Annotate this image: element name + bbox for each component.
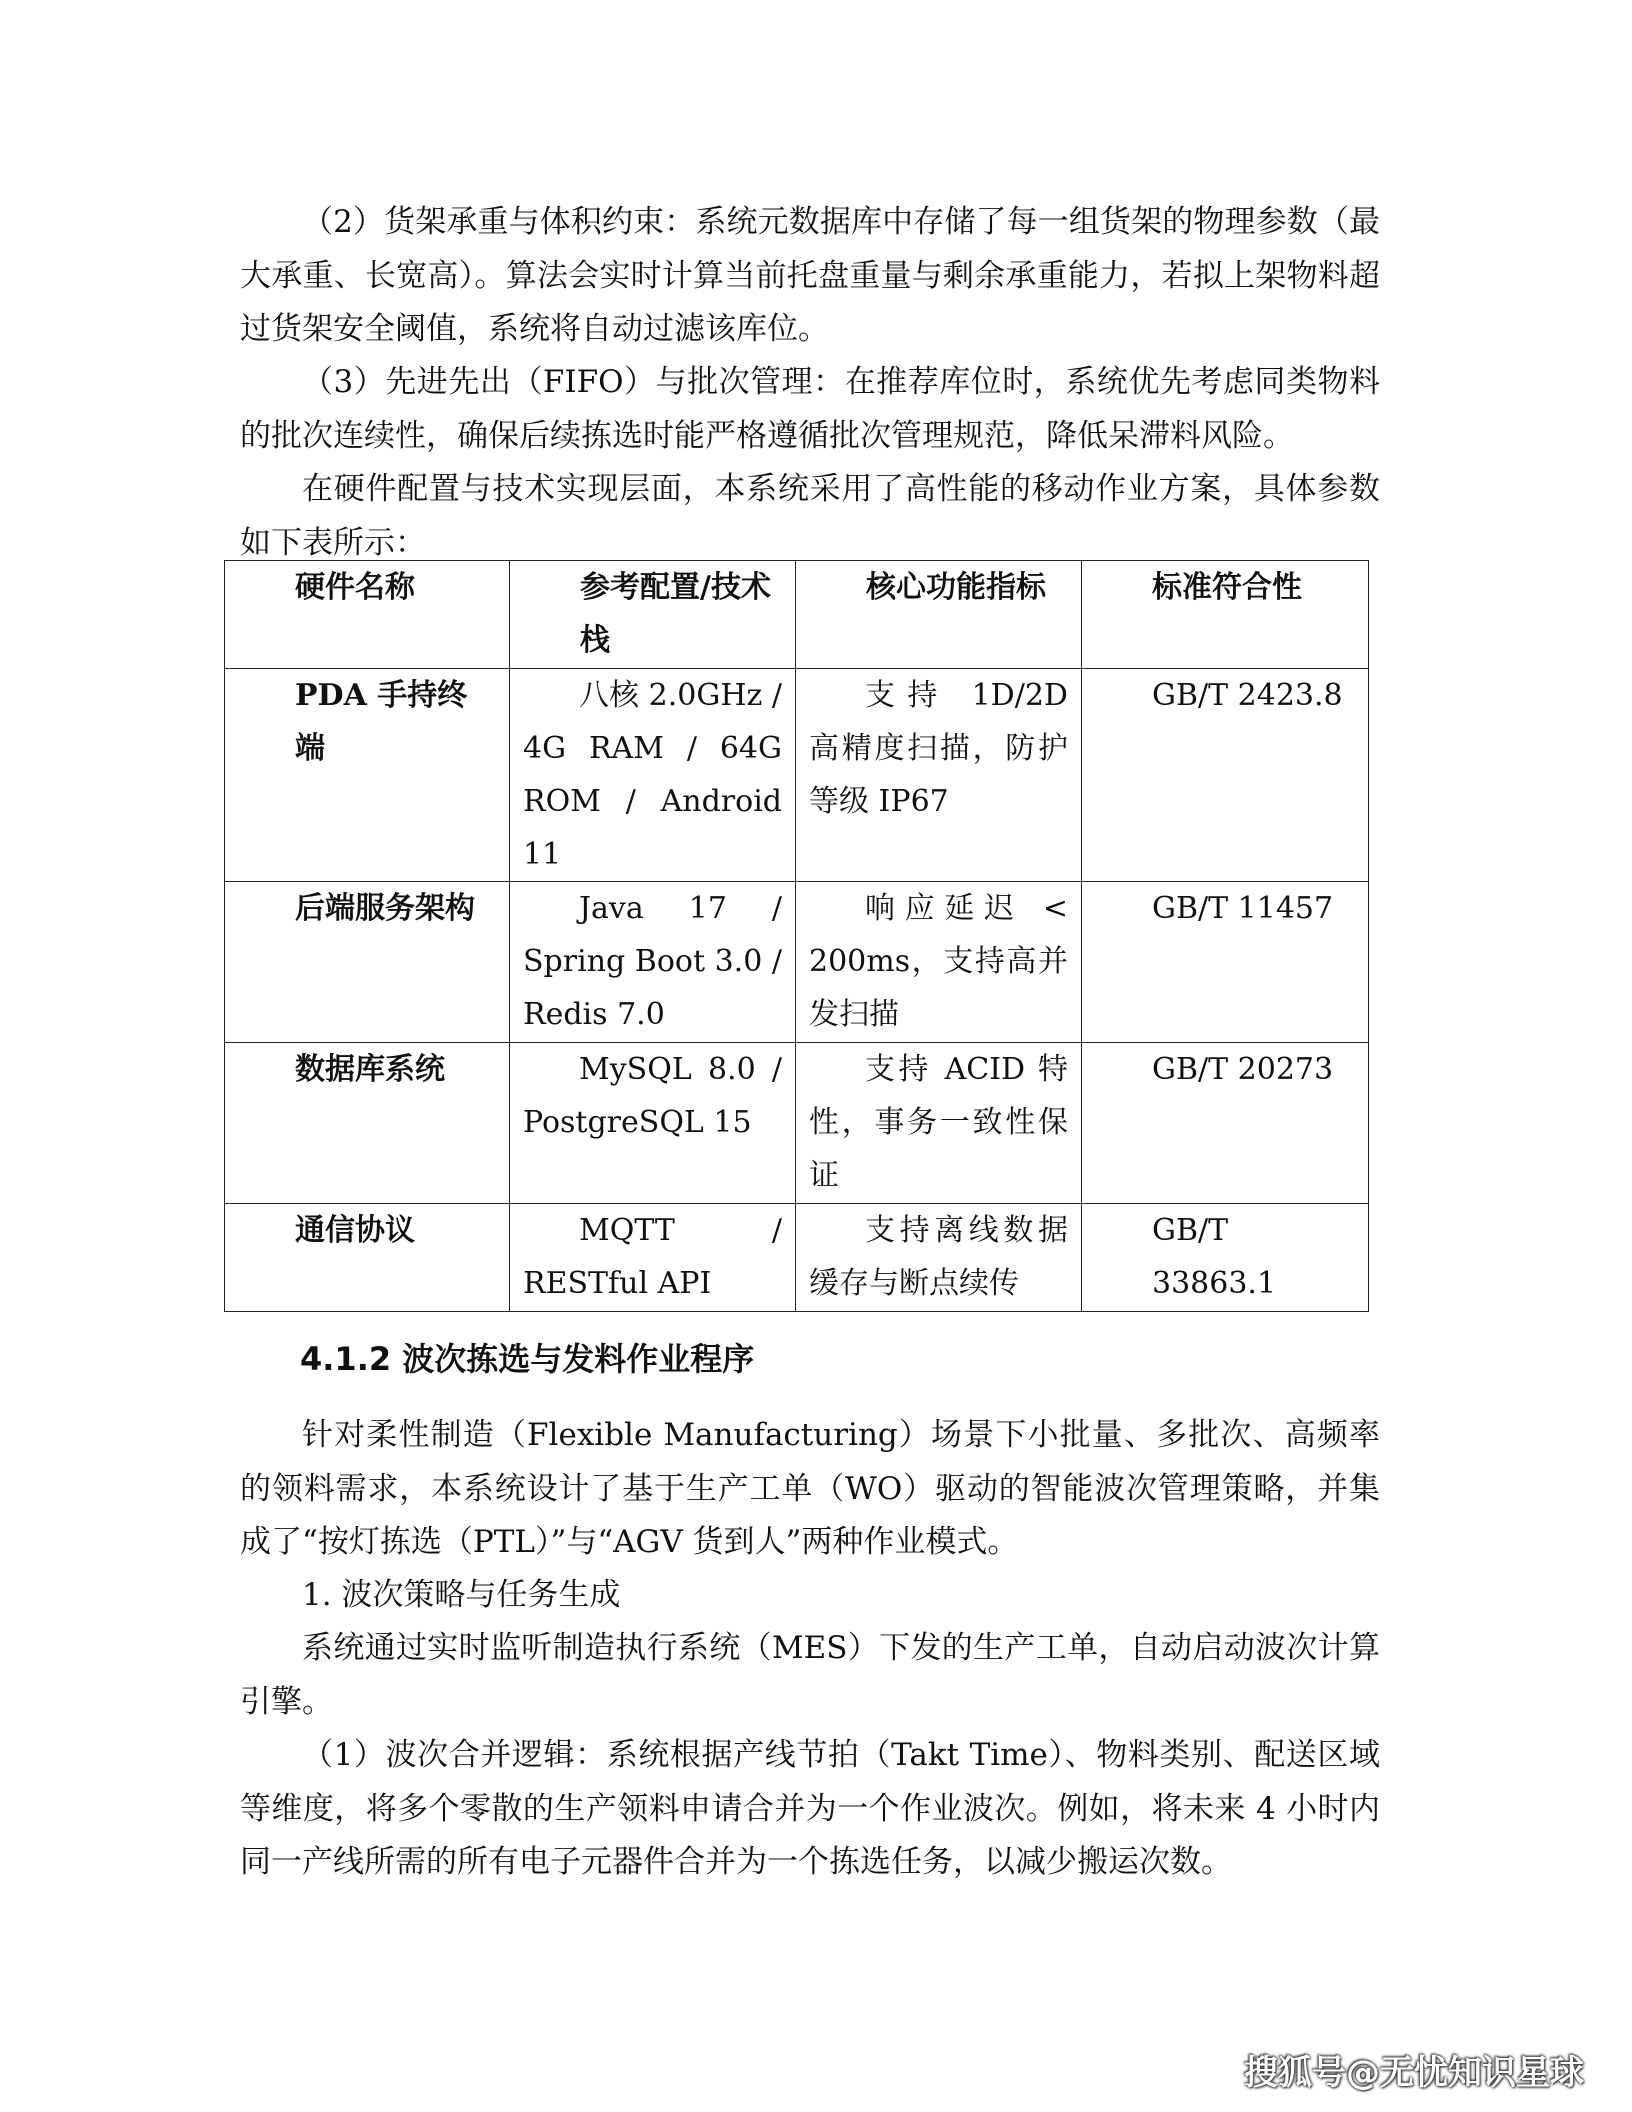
cell-name: 后端服务架构 bbox=[225, 882, 510, 1043]
cell-config: Java 17 / Spring Boot 3.0 / Redis 7.0 bbox=[510, 882, 796, 1043]
cell-metric: 支持离线数据缓存与断点续传 bbox=[796, 1204, 1082, 1312]
cell-name: PDA 手持终端 bbox=[225, 669, 510, 882]
cell-standard: GB/T 33863.1 bbox=[1082, 1204, 1369, 1312]
paragraph-mes-monitoring: 系统通过实时监听制造执行系统（MES）下发的生产工单，自动启动波次计算引擎。 bbox=[240, 1630, 1380, 1720]
table-row bbox=[225, 882, 1369, 1043]
cell-standard: GB/T 11457 bbox=[1082, 882, 1369, 1043]
cell-metric: 支持 1D/2D 高精度扫描，防护等级 IP67 bbox=[796, 669, 1082, 882]
header-metric: 核心功能指标 bbox=[796, 561, 1082, 669]
cell-name: 通信协议 bbox=[225, 1204, 510, 1312]
cell-config: MySQL 8.0 / PostgreSQL 15 bbox=[510, 1043, 796, 1204]
paragraph-flexible-manufacturing: 针对柔性制造（Flexible Manufacturing）场景下小批量、多批次、高频率的领料需求，本系统设计了基于生产工单（WO）驱动的智能波次管理策略，并集成了“按灯拣选（PTL）”与“AGV 货到人”两种作业模式。 bbox=[240, 1417, 1380, 1560]
cell-metric: 支持 ACID 特性，事务一致性保证 bbox=[796, 1043, 1082, 1204]
paragraph-shelf-load: （2）货架承重与体积约束：系统元数据库中存储了每一组货架的物理参数（最大承重、长宽高）。算法会实时计算当前托盘重量与剩余承重能力，若拟上架物料超过货架安全阈值，系统将自动过滤该库位。 bbox=[240, 204, 1380, 347]
cell-config: MQTT / RESTful API bbox=[510, 1204, 796, 1312]
table-row bbox=[225, 1043, 1369, 1204]
paragraph-wave-merge: （1）波次合并逻辑：系统根据产线节拍（Takt Time）、物料类别、配送区域等维度，将多个零散的生产领料申请合并为一个作业波次。例如，将未来 4 小时内同一产线所需的所有电子元器件合并为一个拣选任务，以减少搬运次数。 bbox=[240, 1737, 1380, 1880]
header-hardware-name: 硬件名称 bbox=[225, 561, 510, 669]
cell-standard: GB/T 2423.8 bbox=[1082, 669, 1369, 882]
cell-config: 八核 2.0GHz / 4G RAM / 64G ROM / Android 11 bbox=[510, 669, 796, 882]
table-row bbox=[225, 669, 1369, 882]
watermark: 搜狐号@无忧知识星球 bbox=[1244, 2053, 1584, 2093]
paragraph-fifo: （3）先进先出（FIFO）与批次管理：在推荐库位时，系统优先考虑同类物料的批次连续性，确保后续拣选时能严格遵循批次管理规范，降低呆滞料风险。 bbox=[240, 364, 1380, 454]
cell-standard: GB/T 20273 bbox=[1082, 1043, 1369, 1204]
cell-metric: 响应延迟 < 200ms，支持高并发扫描 bbox=[796, 882, 1082, 1043]
table-header-row bbox=[225, 561, 1369, 669]
list-item-wave-strategy: 1. 波次策略与任务生成 bbox=[302, 1577, 621, 1613]
hardware-spec-table bbox=[224, 560, 1369, 1312]
header-standard: 标准符合性 bbox=[1082, 561, 1369, 669]
cell-name: 数据库系统 bbox=[225, 1043, 510, 1204]
header-config: 参考配置/技术栈 bbox=[510, 561, 796, 669]
table-row bbox=[225, 1204, 1369, 1312]
section-heading: 4.1.2 波次拣选与发料作业程序 bbox=[300, 1340, 755, 1378]
paragraph-hardware-intro: 在硬件配置与技术实现层面，本系统采用了高性能的移动作业方案，具体参数如下表所示： bbox=[240, 471, 1380, 561]
